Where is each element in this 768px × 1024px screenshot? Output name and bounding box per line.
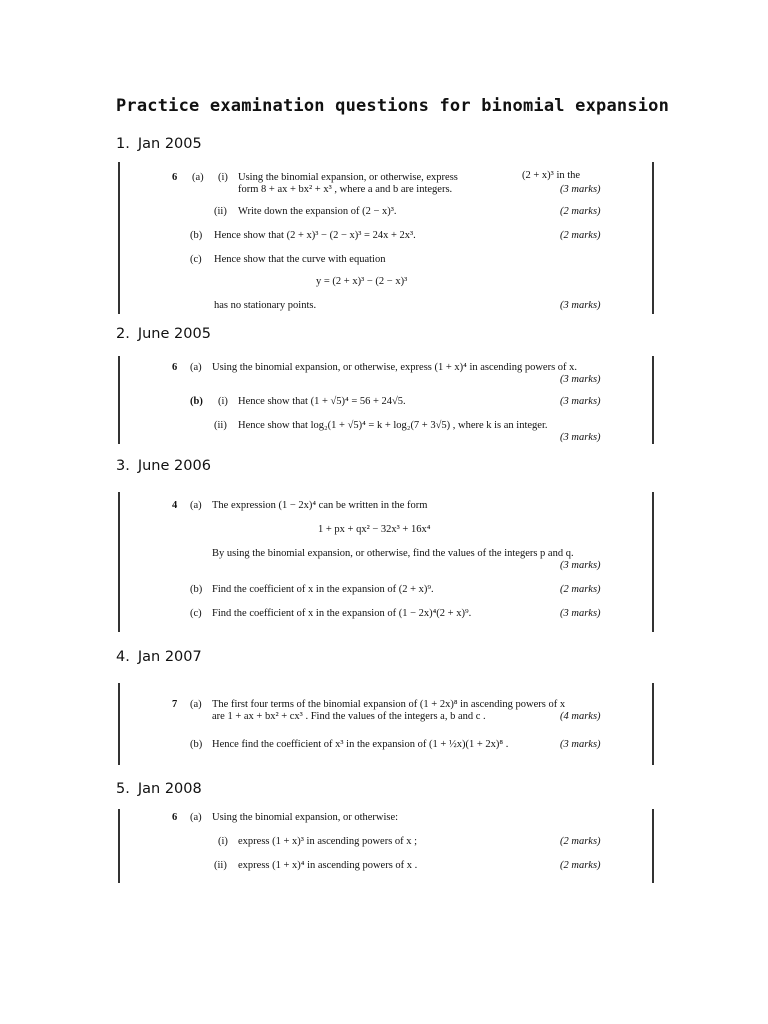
marks-label: (2 marks) xyxy=(560,584,601,595)
question-expression: (2 + x)³ in the xyxy=(522,170,581,181)
section-year: 2005 xyxy=(174,326,211,342)
part-label: (b) xyxy=(190,584,203,595)
part-label: (b) xyxy=(190,230,203,241)
section-label: June xyxy=(137,326,170,342)
question-number: 6 xyxy=(172,172,178,183)
question-number: 7 xyxy=(172,699,178,710)
section-label: Jan xyxy=(137,649,161,665)
marks-label: (4 marks) xyxy=(560,711,601,722)
section-year: 2006 xyxy=(174,458,211,474)
part-label: (a) xyxy=(192,172,204,183)
question-text: Using the binomial expansion, or otherwise: xyxy=(212,812,399,823)
marks-label: (3 marks) xyxy=(560,560,601,571)
question-text: Write down the expansion of (2 − x)³. xyxy=(238,206,397,217)
section-number: 1. xyxy=(116,136,130,152)
marks-label: (3 marks) xyxy=(560,739,601,750)
marks-label: (3 marks) xyxy=(560,184,601,195)
equation: y = (2 + x)³ − (2 − x)³ xyxy=(316,276,408,287)
question-text: The first four terms of the binomial expansion of (1 + 2x)⁸ in ascending powers of x xyxy=(212,699,566,710)
section-label: Jan xyxy=(137,136,161,152)
part-label: (a) xyxy=(190,362,202,373)
marks-label: (2 marks) xyxy=(560,836,601,847)
question-panel-3 xyxy=(118,492,654,632)
part-label: (a) xyxy=(190,500,202,511)
question-text: Find the coefficient of x in the expansion of (2 + x)⁹. xyxy=(212,584,434,595)
question-text: has no stationary points. xyxy=(214,300,317,311)
question-number: 4 xyxy=(172,500,178,511)
equation: 1 + px + qx² − 32x³ + 16x⁴ xyxy=(318,524,431,535)
marks-label: (3 marks) xyxy=(560,300,601,311)
marks-label: (3 marks) xyxy=(560,374,601,385)
marks-label: (2 marks) xyxy=(560,860,601,871)
question-panel-4 xyxy=(118,683,654,765)
part-label: (c) xyxy=(190,608,202,619)
subpart-label: (ii) xyxy=(214,420,227,431)
question-text: The expression (1 − 2x)⁴ can be written in the form xyxy=(212,500,428,511)
question-text: Hence find the coefficient of x³ in the expansion of (1 + ½x)(1 + 2x)⁸ . xyxy=(212,739,509,750)
question-text: Hence show that the curve with equation xyxy=(214,254,386,265)
question-panel-1 xyxy=(118,162,654,314)
marks-label: (2 marks) xyxy=(560,230,601,241)
marks-label: (3 marks) xyxy=(560,608,601,619)
section-heading-5 xyxy=(116,781,202,797)
question-number: 6 xyxy=(172,362,178,373)
question-text: Hence show that log₂(1 + √5)⁴ = k + log₂(7 + 3√5) , where k is an integer. xyxy=(238,420,548,431)
section-year: 2008 xyxy=(164,781,202,797)
subpart-label: (i) xyxy=(218,396,228,407)
marks-label: (3 marks) xyxy=(560,396,601,407)
question-text: are 1 + ax + bx² + cx³ . Find the values of the integers a, b and c . xyxy=(212,711,486,722)
question-panel-2 xyxy=(118,356,654,444)
section-number: 4. xyxy=(116,649,130,665)
part-label: (b) xyxy=(190,396,203,407)
section-label: June xyxy=(137,458,170,474)
question-text: Hence show that (1 + √5)⁴ = 56 + 24√5. xyxy=(238,396,406,407)
section-label: Jan xyxy=(137,781,161,797)
section-heading-1 xyxy=(116,136,202,152)
section-heading-2 xyxy=(116,326,211,342)
subpart-label: (i) xyxy=(218,172,228,183)
question-text: Using the binomial expansion, or otherwise, express (1 + x)⁴ in ascending powers of x. xyxy=(212,362,578,373)
section-year: 2005 xyxy=(164,136,202,152)
marks-label: (3 marks) xyxy=(560,432,601,443)
section-heading-3 xyxy=(116,458,211,474)
page-title: Practice examination questions for binomial expansion xyxy=(116,96,670,116)
part-label: (a) xyxy=(190,812,202,823)
question-text: express (1 + x)³ in ascending powers of x ; xyxy=(238,836,418,847)
section-number: 2. xyxy=(116,326,130,342)
question-text: form 8 + ax + bx² + x³ , where a and b are integers. xyxy=(238,184,453,195)
section-year: 2007 xyxy=(164,649,202,665)
question-text: By using the binomial expansion, or otherwise, find the values of the integers p and q. xyxy=(212,548,574,559)
part-label: (c) xyxy=(190,254,202,265)
subpart-label: (i) xyxy=(218,836,228,847)
section-number: 3. xyxy=(116,458,130,474)
question-text: Hence show that (2 + x)³ − (2 − x)³ = 24x + 2x³. xyxy=(214,230,416,241)
section-heading-4 xyxy=(116,649,202,665)
question-text: Using the binomial expansion, or otherwise, express xyxy=(238,172,458,183)
subpart-label: (ii) xyxy=(214,206,227,217)
subpart-label: (ii) xyxy=(214,860,227,871)
question-panel-5 xyxy=(118,809,654,883)
question-text: express (1 + x)⁴ in ascending powers of x . xyxy=(238,860,418,871)
part-label: (a) xyxy=(190,699,202,710)
part-label: (b) xyxy=(190,739,203,750)
section-number: 5. xyxy=(116,781,130,797)
question-text: Find the coefficient of x in the expansion of (1 − 2x)⁴(2 + x)⁹. xyxy=(212,608,472,619)
question-number: 6 xyxy=(172,812,178,823)
marks-label: (2 marks) xyxy=(560,206,601,217)
